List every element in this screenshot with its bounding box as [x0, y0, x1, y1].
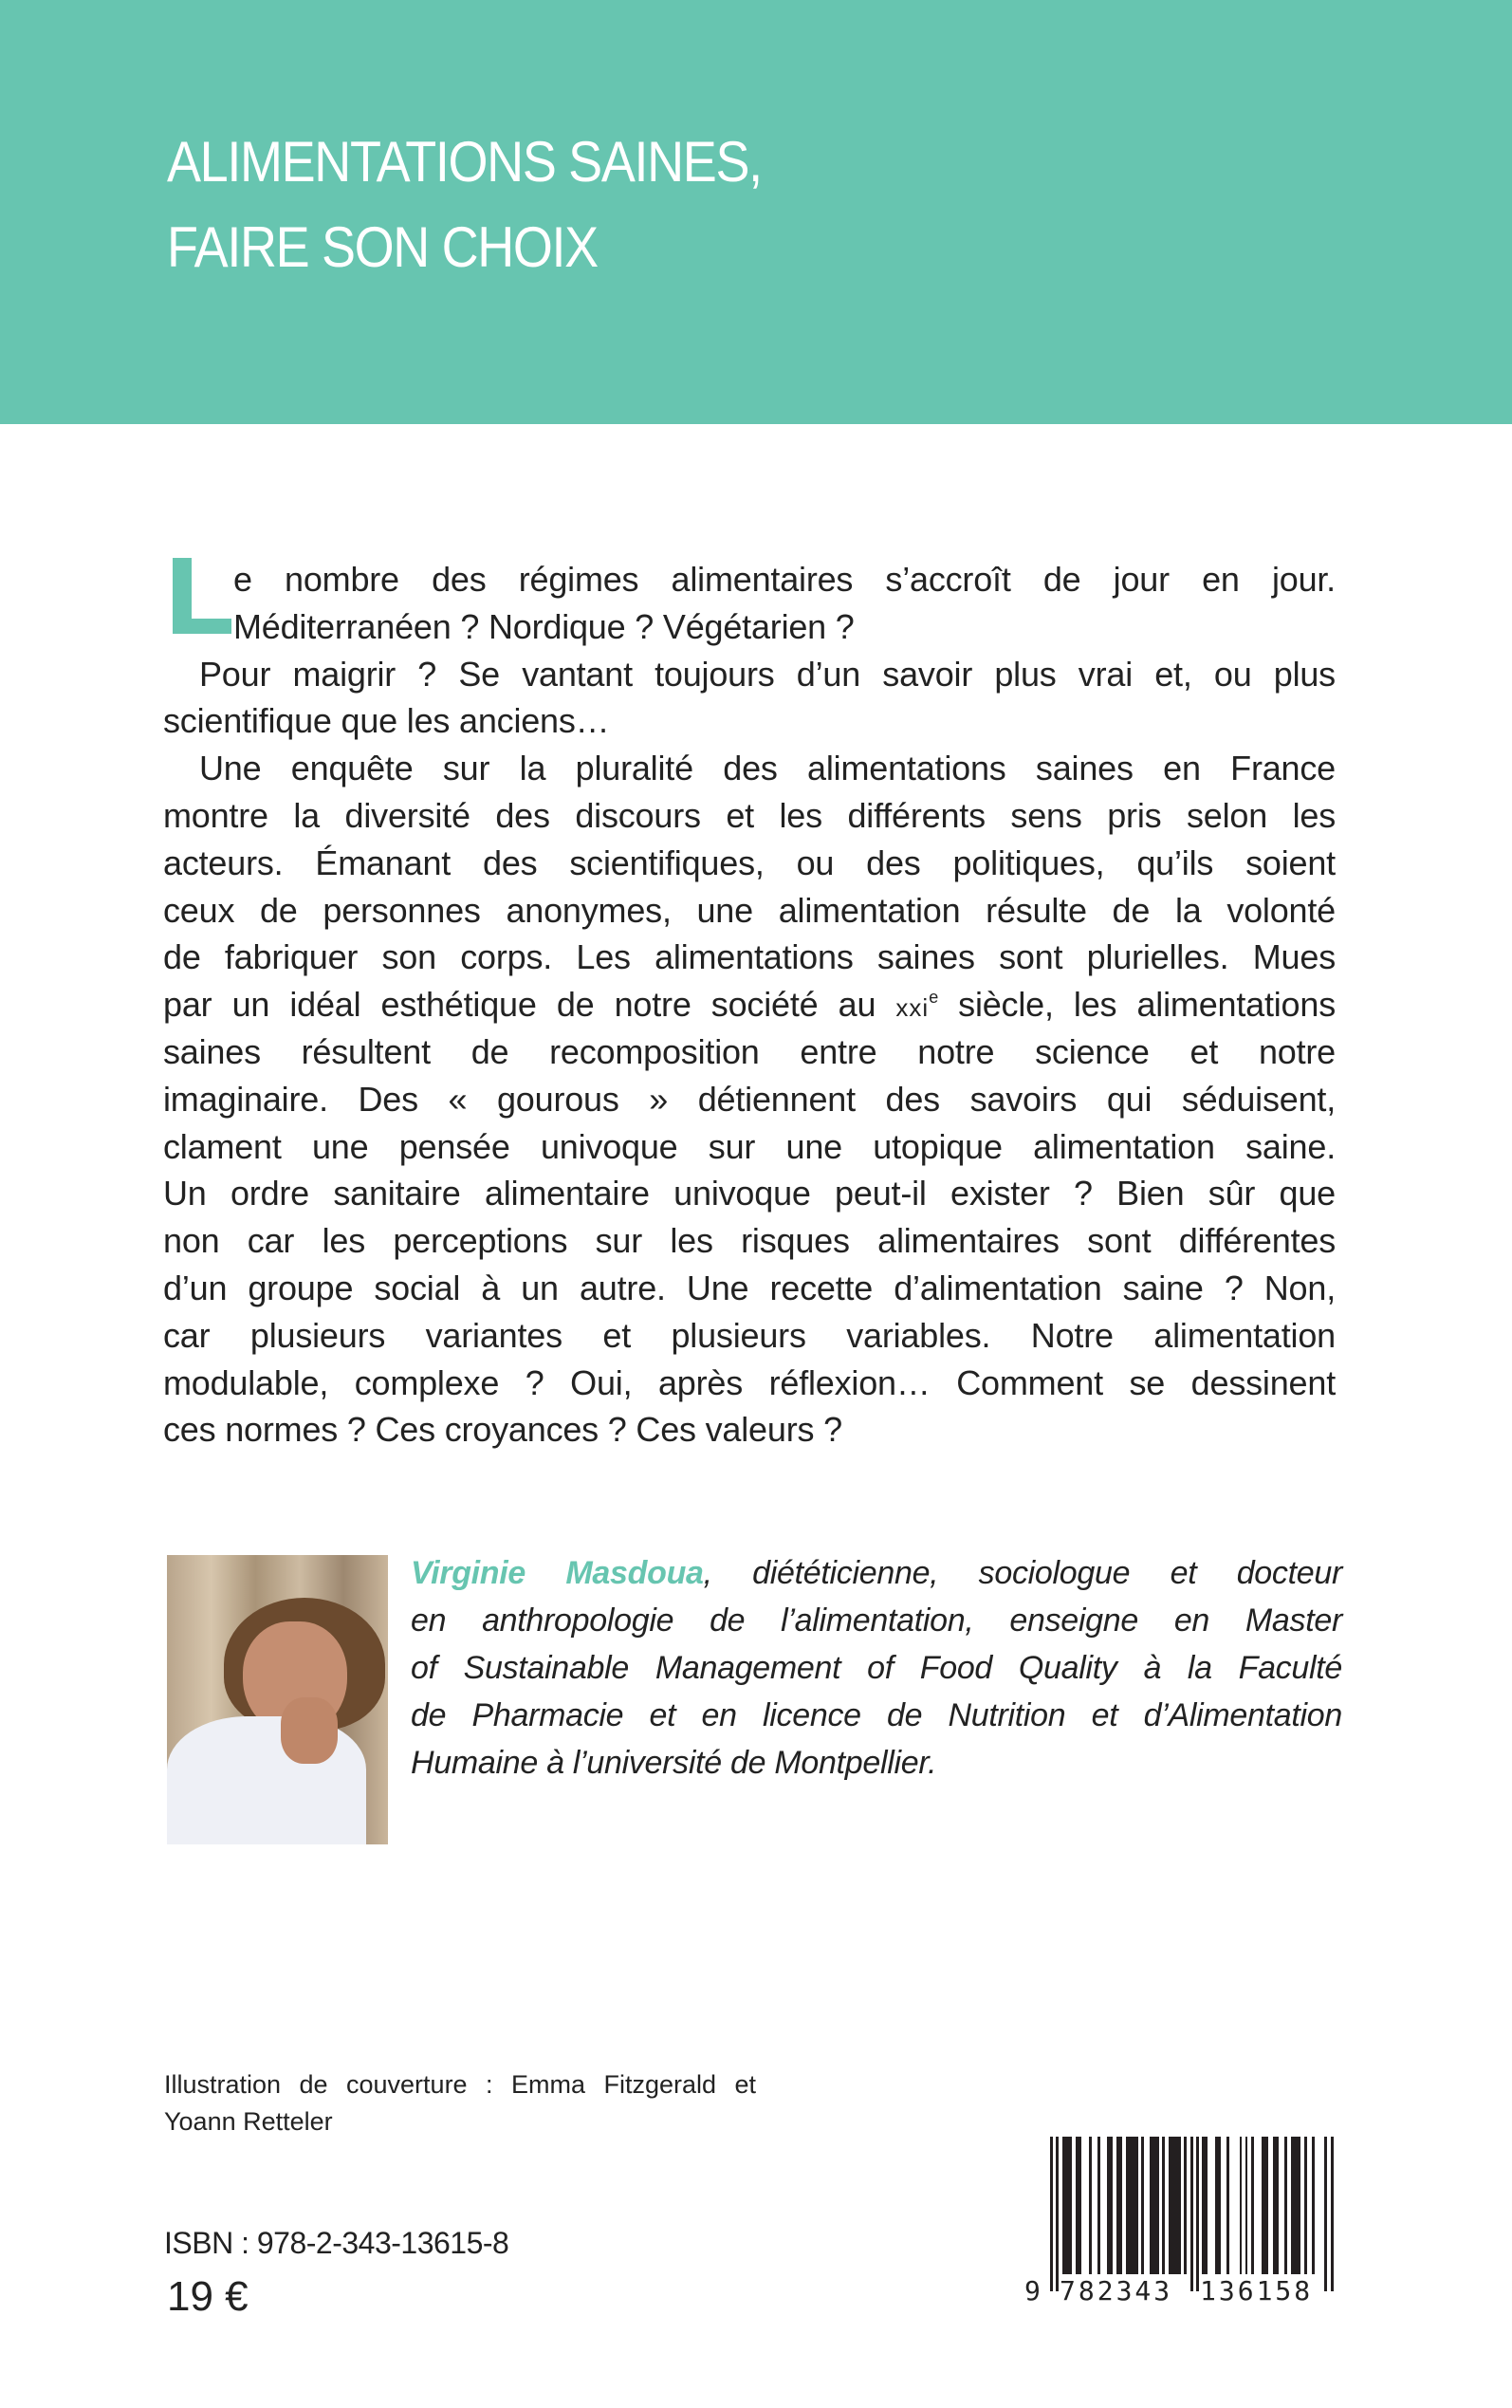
author-bio-line: Virginie Masdoua, diététicienne, sociologue et docteur — [411, 1555, 1343, 1591]
title-line-2: FAIRE SON CHOIX — [167, 215, 598, 279]
blurb-line: Méditerranéen ? Nordique ? Végétarien ? — [233, 606, 855, 646]
blurb-line: ces normes ? Ces croyances ? Ces valeurs ? — [163, 1410, 842, 1450]
blurb-line: scientifique que les anciens… — [163, 701, 610, 741]
title-line-1: ALIMENTATIONS SAINES, — [167, 130, 762, 194]
blurb-line: Une enquête sur la pluralité des alimentations saines en France — [199, 749, 1336, 788]
barcode-lead-digit: 9 — [1024, 2275, 1043, 2306]
blurb-line: Pour maigrir ? Se vantant toujours d’un savoir plus vrai et, ou plus — [199, 654, 1336, 694]
century-numeral: xxi — [895, 993, 930, 1023]
book-title — [167, 120, 762, 290]
drop-cap-l — [173, 558, 231, 634]
blurb-line: imaginaire. Des « gourous » détiennent des savoirs qui séduisent, — [163, 1079, 1336, 1119]
blurb-line: non car les perceptions sur les risques alimentaires sont différentes — [163, 1221, 1336, 1261]
price: 19 € — [167, 2273, 249, 2320]
barcode-icon — [1020, 2135, 1347, 2306]
author-bio — [411, 1549, 1342, 1787]
illustration-credits — [164, 2066, 756, 2140]
author-bio-line: of Sustainable Management of Food Quality à la Faculté — [411, 1650, 1342, 1686]
drop-cap-foot — [173, 619, 231, 634]
blurb-line: montre la diversité des discours et les différents sens pris selon les — [163, 795, 1336, 835]
blurb-line-century: par un idéal esthétique de notre société au xxi$^e$ siècle, les alimentations — [163, 985, 1337, 1025]
blurb-line: e nombre des régimes alimentaires s’accroît de jour en jour. — [233, 560, 1336, 599]
blurb-line: Un ordre sanitaire alimentaire univoque peut-il exister ? Bien sûr que — [163, 1174, 1336, 1213]
blurb-line: clament une pensée univoque sur une utopique alimentation saine. — [163, 1126, 1336, 1166]
author-photo — [167, 1555, 388, 1844]
barcode-right-digits: 136158 — [1200, 2275, 1314, 2306]
credits-line: Yoann Retteler — [164, 2107, 333, 2136]
blurb-line: modulable, complexe ? Oui, après réflexion… Comment se dessinent — [163, 1362, 1336, 1402]
blurb-line: de fabriquer son corps. Les alimentations saines sont plurielles. Mues — [163, 937, 1336, 977]
blurb-line: acteurs. Émanant des scientifiques, ou des politiques, qu’ils soient — [163, 843, 1336, 882]
author-bio-line: de Pharmacie et en licence de Nutrition et d’Alimentation — [411, 1697, 1342, 1733]
blurb — [163, 556, 1336, 1454]
photo-hand — [281, 1697, 338, 1764]
barcode-bars — [1020, 2135, 1347, 2296]
author-name: Virginie Masdoua — [411, 1555, 704, 1591]
author-bio-line: en anthropologie de l’alimentation, enseigne en Master — [411, 1602, 1342, 1639]
barcode-left-digits: 782343 — [1060, 2275, 1173, 2306]
blurb-line: car plusieurs variantes et plusieurs variables. Notre alimentation — [163, 1315, 1336, 1355]
century-superscript: e — [929, 988, 938, 1008]
blurb-line: d’un groupe social à un autre. Une recette d’alimentation saine ? Non, — [163, 1268, 1336, 1307]
blurb-line: ceux de personnes anonymes, une alimentation résulte de la volonté — [163, 890, 1336, 930]
isbn: ISBN : 978-2-343-13615-8 — [164, 2226, 509, 2260]
credits-line: Illustration de couverture : Emma Fitzgerald et — [164, 2070, 756, 2099]
blurb-line: saines résultent de recomposition entre notre science et notre — [163, 1031, 1336, 1071]
author-bio-line: Humaine à l’université de Montpellier. — [411, 1745, 937, 1781]
